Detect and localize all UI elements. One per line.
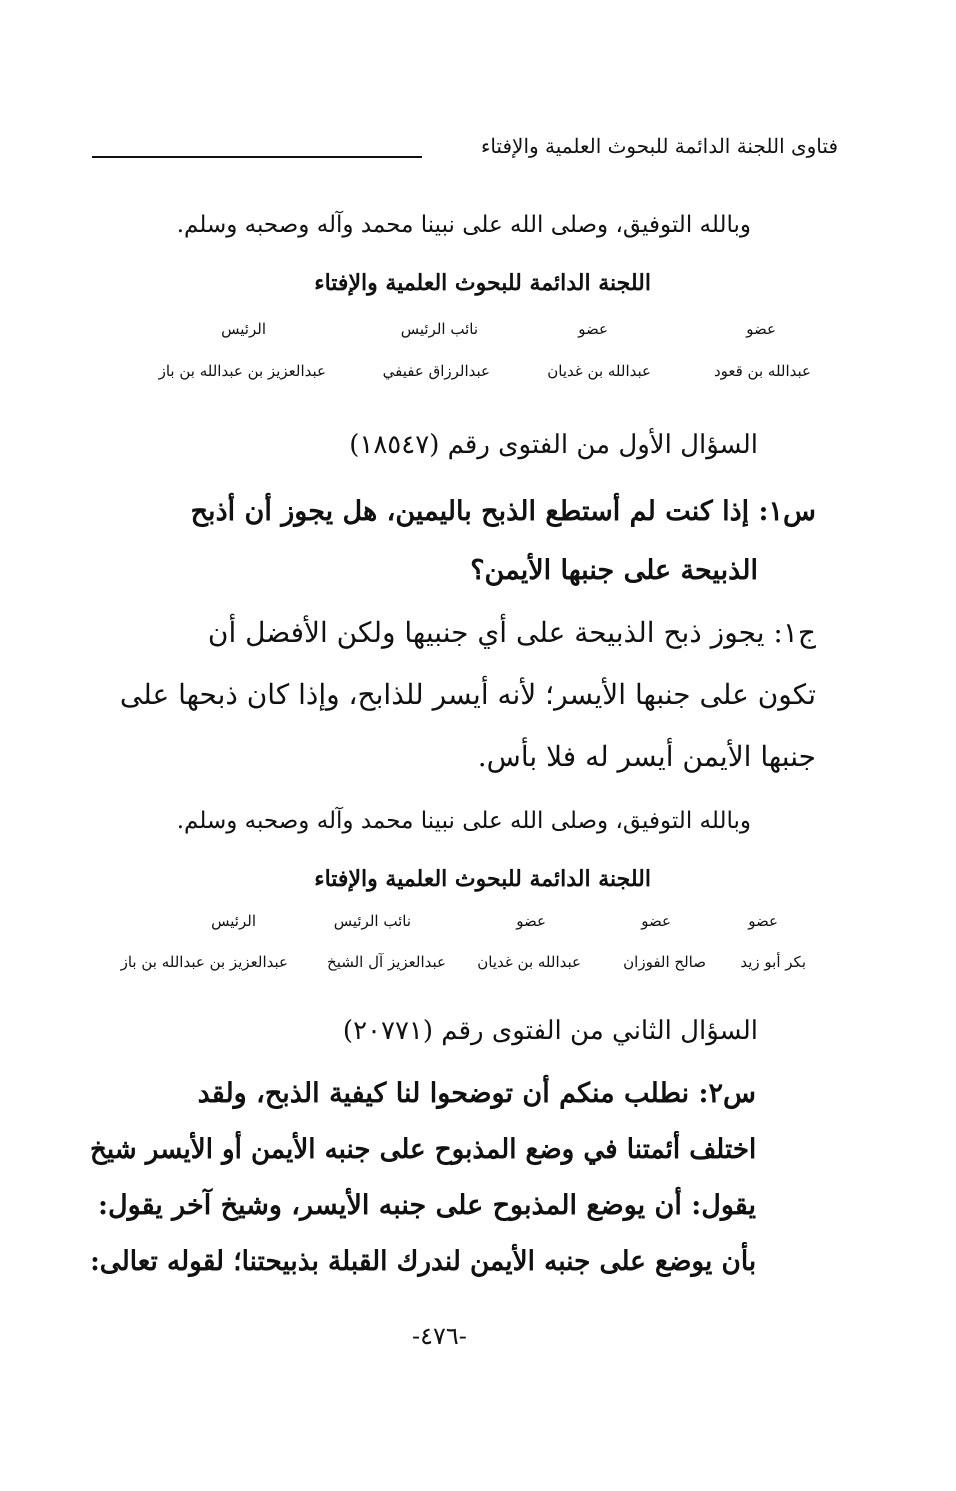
closing-line: وبالله التوفيق، وصلى الله على نبينا محمد وآله وصحبه وسلم.: [176, 212, 751, 238]
question-line: اختلف أئمتنا في وضع المذبوح على جنبه الأيمن أو الأيسر شيخ: [89, 1134, 756, 1165]
question-line: يقول: أن يوضع المذبوح على جنبه الأيسر، وشيخ آخر يقول:: [98, 1190, 756, 1221]
signature-name: بكر أبو زيد: [740, 953, 806, 971]
answer-line: تكون على جنبها الأيسر؛ لأنه أيسر للذابح، وإذا كان ذبحها على: [119, 678, 816, 711]
committee-name: اللجنة الدائمة للبحوث العلمية والإفتاء: [314, 270, 651, 296]
signature-name: عبدالله بن قعود: [713, 362, 811, 380]
signature-role: الرئيس: [221, 320, 266, 338]
question-line: الذبيحة على جنبها الأيمن؟: [470, 555, 758, 586]
signature-name: عبدالله بن غديان: [547, 362, 651, 380]
question-title: السؤال الأول من الفتوى رقم (١٨٥٤٧): [349, 430, 758, 460]
closing-line: وبالله التوفيق، وصلى الله على نبينا محمد وآله وصحبه وسلم.: [176, 808, 751, 834]
question-line: س٢: نطلب منكم أن توضحوا لنا كيفية الذبح، ولقد: [197, 1078, 756, 1109]
question-title: السؤال الثاني من الفتوى رقم (٢٠٧٧١): [342, 1016, 758, 1046]
signature-name: عبدالعزيز آل الشيخ: [327, 953, 446, 971]
signature-role: عضو: [746, 320, 776, 338]
header-rule: [92, 156, 422, 158]
signature-name: عبدالعزيز بن عبدالله بن باز: [120, 953, 288, 971]
signature-name: عبدالعزيز بن عبدالله بن باز: [158, 362, 326, 380]
signature-role: عضو: [516, 912, 546, 930]
signature-role: نائب الرئيس: [400, 320, 478, 338]
question-line: بأن يوضع على جنبه الأيمن لندرك القبلة بذبيحتنا؛ لقوله تعالى:: [89, 1246, 756, 1277]
signature-role: الرئيس: [211, 912, 256, 930]
signature-role: عضو: [578, 320, 608, 338]
answer-line: ج١: يجوز ذبح الذبيحة على أي جنبيها ولكن الأفضل أن: [207, 616, 816, 649]
page-number: -٤٧٦-: [412, 1322, 467, 1350]
signature-role: عضو: [641, 912, 671, 930]
signature-name: عبدالله بن غديان: [477, 953, 581, 971]
signature-role: نائب الرئيس: [333, 912, 411, 930]
signature-name: عبدالرزاق عفيفي: [382, 362, 490, 380]
signature-name: صالح الفوزان: [623, 953, 706, 971]
committee-name: اللجنة الدائمة للبحوث العلمية والإفتاء: [314, 866, 651, 892]
answer-line: جنبها الأيمن أيسر له فلا بأس.: [477, 740, 816, 773]
signature-role: عضو: [748, 912, 778, 930]
question-line: س١: إذا كنت لم أستطع الذبح باليمين، هل يجوز أن أذبح: [190, 496, 816, 527]
running-header: فتاوى اللجنة الدائمة للبحوث العلمية والإفتاء: [480, 134, 838, 158]
